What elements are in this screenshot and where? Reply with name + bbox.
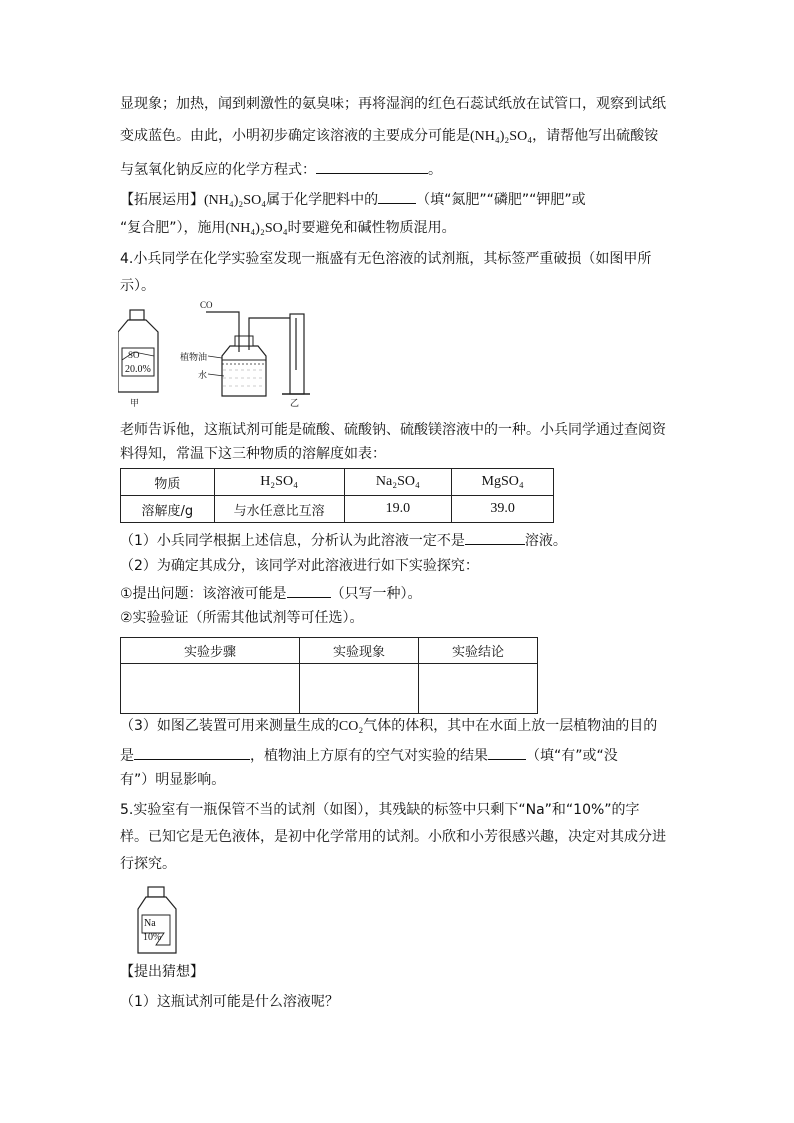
table-header: 实验结论 — [419, 638, 538, 664]
formula: CO₂ — [338, 719, 364, 734]
text-line — [120, 420, 666, 440]
table-header: Na₂SO₄ — [344, 469, 452, 496]
experiment-table — [120, 637, 538, 714]
text: （填“有”或“没 — [526, 748, 618, 764]
answer-blank[interactable] — [287, 582, 331, 598]
table-cell: 39.0 — [452, 496, 554, 523]
formula: (NH₄)₂SO₄ — [225, 221, 288, 236]
answer-blank[interactable] — [465, 529, 525, 545]
text: （1）这瓶试剂可能是什么溶液呢？ — [120, 994, 339, 1010]
answer-blank[interactable] — [134, 744, 250, 760]
table-row — [121, 496, 554, 523]
oil-label: 植物油 — [180, 353, 208, 363]
text: ①提出问题：该溶液可能是 — [120, 586, 287, 602]
text: ，请帮他写出硫酸铵 — [532, 128, 659, 144]
text-line — [120, 276, 155, 296]
table-cell: 与水任意比互溶 — [214, 496, 344, 523]
answer-blank[interactable] — [316, 158, 428, 174]
question-4-line — [120, 249, 651, 269]
text: （3）如图乙装置可用来测量生成的 — [120, 718, 339, 734]
formula: (NH₄)₂SO₄ — [204, 193, 267, 208]
text-line — [120, 992, 339, 1012]
text: 5.实验室有一瓶保管不当的试剂（如图），其残缺的标签中只剩下“Na”和“10%”的字 — [120, 802, 640, 818]
table-header: MgSO₄ — [452, 469, 554, 496]
text: 4.小兵同学在化学实验室发现一瓶盛有无色溶液的试剂瓶，其标签严重破损（如图甲所 — [120, 251, 652, 267]
text: （2）为确定其成分，该同学对此溶液进行如下实验探究： — [120, 558, 479, 574]
text: 。 — [428, 162, 442, 178]
table-cell: 19.0 — [344, 496, 452, 523]
figure-reagent-bottle — [134, 885, 180, 957]
text: ②实验验证（所需其他试剂等可任选）。 — [120, 610, 364, 626]
text: 气体的体积，其中在水面上放一层植物油的目的 — [363, 718, 658, 734]
table-row — [121, 638, 538, 664]
text: （1）小兵同学根据上述信息，分析认为此溶液一定不是 — [120, 533, 465, 549]
text: 时要避免和碱性物质混用。 — [287, 220, 456, 236]
text: 是 — [120, 748, 134, 764]
table-cell-empty[interactable] — [300, 664, 419, 714]
section-label: 【拓展运用】 — [120, 192, 204, 208]
text: 示）。 — [120, 278, 155, 294]
text: ，植物油上方原有的空气对实验的结果 — [250, 748, 488, 764]
table-header: H₂SO₄ — [214, 469, 344, 496]
solubility-table — [120, 468, 554, 523]
table-row — [121, 469, 554, 496]
text-line — [120, 854, 176, 874]
text: 溶液。 — [524, 533, 567, 549]
text: （填“氮肥”“磷肥”“钾肥”或 — [416, 192, 586, 208]
caption-jia: 甲 — [130, 399, 140, 409]
reagent-bottle-drawing — [134, 885, 180, 957]
text-line — [120, 744, 618, 766]
apparatus-drawing — [118, 300, 338, 408]
bottle-label-percent: 20.0% — [125, 364, 151, 375]
text: 行探究。 — [120, 856, 176, 872]
table-cell: 溶解度/g — [121, 496, 215, 523]
water-label: 水 — [198, 371, 208, 381]
text-line — [120, 444, 386, 464]
bottle-label-text: SO — [128, 350, 140, 360]
table-header: 实验现象 — [300, 638, 419, 664]
bottle-label-percent: 10% — [143, 932, 162, 943]
text-line — [120, 94, 666, 114]
text: （只写一种）。 — [330, 586, 422, 602]
text: 样。已知它是无色液体，是初中化学常用的试剂。小欣和小芳很感兴趣，决定对其成分进 — [120, 829, 666, 845]
figure-apparatus — [118, 300, 338, 408]
table-header: 物质 — [121, 469, 215, 496]
text-line — [120, 770, 225, 790]
text-line — [120, 218, 456, 239]
text: 老师告诉他，这瓶试剂可能是硫酸、硫酸钠、硫酸镁溶液中的一种。小兵同学通过查阅资 — [120, 422, 666, 438]
text-line — [120, 716, 657, 737]
text-line — [120, 188, 586, 211]
text: 料得知，常温下这三种物质的溶解度如表： — [120, 446, 386, 462]
text: 有”）明显影响。 — [120, 772, 226, 788]
table-header: 实验步骤 — [121, 638, 300, 664]
text-line — [120, 556, 479, 576]
text: 变成蓝色。由此，小明初步确定该溶液的主要成分可能是 — [120, 128, 470, 144]
text: 属于化学肥料中的 — [266, 192, 379, 208]
table-cell-empty[interactable] — [121, 664, 300, 714]
answer-blank[interactable] — [488, 744, 526, 760]
caption-yi: 乙 — [290, 399, 300, 409]
text: 与氢氧化钠反应的化学方程式： — [120, 162, 316, 178]
question-5-line — [120, 800, 640, 820]
text: 【提出猜想】 — [120, 964, 204, 980]
text-line — [120, 827, 666, 847]
answer-blank[interactable] — [378, 188, 416, 204]
text-line — [120, 582, 422, 604]
co2-label: CO — [200, 300, 213, 310]
text-line — [120, 126, 658, 147]
text: 显现象；加热，闻到刺激性的氨臭味；再将湿润的红色石蕊试纸放在试管口，观察到试纸 — [120, 96, 666, 112]
formula: (NH₄)₂SO₄ — [470, 129, 533, 144]
table-cell-empty[interactable] — [419, 664, 538, 714]
text-line — [120, 158, 442, 180]
text: “复合肥”），施用 — [120, 220, 226, 236]
table-row — [121, 664, 538, 714]
bottle-label-na: Na — [144, 918, 156, 929]
text-line — [120, 608, 364, 628]
text-line — [120, 529, 567, 551]
section-heading — [120, 962, 204, 982]
